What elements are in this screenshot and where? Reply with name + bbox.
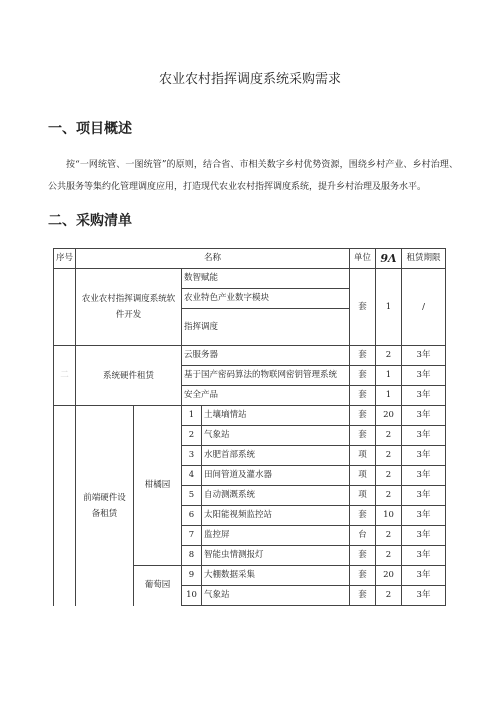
- section-heading-overview: 一、项目概述: [48, 121, 132, 137]
- row-no: 2: [182, 426, 202, 446]
- row-item: 田间管道及灌水器: [202, 466, 350, 486]
- group2-item: 安全产品: [182, 386, 350, 406]
- row-no: 4: [182, 466, 202, 486]
- group1-item: 指挥调度: [182, 309, 350, 346]
- table-row: [54, 406, 446, 426]
- group2-index: 二: [54, 346, 76, 406]
- row-unit: 套: [350, 546, 376, 566]
- row-item: 智能虫情测报灯: [202, 546, 350, 566]
- row-item: 水肥首部系统: [202, 446, 350, 466]
- group3-sub1-name: 柑橘园: [134, 406, 182, 566]
- row-period: 3年: [402, 506, 446, 526]
- row-period: 3年: [402, 406, 446, 426]
- row-unit: 套: [350, 426, 376, 446]
- row-quantity: 2: [376, 526, 402, 546]
- row-quantity: 10: [376, 506, 402, 526]
- procurement-table: [53, 248, 446, 606]
- row-no: 9: [182, 566, 202, 586]
- group2-item: 基于国产密码算法的物联网密钥管理系统: [182, 366, 350, 386]
- group3-name: 前端硬件设备租赁: [76, 406, 134, 606]
- row-item: 土壤墒情站: [202, 406, 350, 426]
- group1-name: 农业农村指挥调度系统软件开发: [76, 269, 182, 346]
- group1-quantity: 1: [376, 269, 402, 346]
- group2-period: 3年: [402, 346, 446, 366]
- table-header-row: [54, 249, 446, 269]
- section-heading-procurement-list: 二、采购清单: [48, 213, 132, 229]
- group2-item: 云服务器: [182, 346, 350, 366]
- row-no: 6: [182, 506, 202, 526]
- row-quantity: 20: [376, 566, 402, 586]
- row-unit: 项: [350, 446, 376, 466]
- row-period: 3年: [402, 586, 446, 606]
- group2-name: 系统硬件租赁: [76, 346, 182, 406]
- row-item: 大棚数据采集: [202, 566, 350, 586]
- row-period: 3年: [402, 566, 446, 586]
- row-period: 3年: [402, 466, 446, 486]
- group3-sub2-name: 葡萄园: [134, 566, 182, 606]
- header-period: 租赁期限: [402, 249, 446, 269]
- row-quantity: 2: [376, 426, 402, 446]
- row-unit: 项: [350, 466, 376, 486]
- row-period: 3年: [402, 546, 446, 566]
- group1-item: 农业特色产业数字模块: [182, 289, 350, 309]
- header-name: 名称: [76, 249, 350, 269]
- group1-period: /: [402, 269, 446, 346]
- group1-index: [54, 269, 76, 346]
- row-unit: 套: [350, 406, 376, 426]
- group2-quantity: 2: [376, 346, 402, 366]
- group1-item: 数智赋能: [182, 269, 350, 289]
- row-no: 1: [182, 406, 202, 426]
- group2-period: 3年: [402, 366, 446, 386]
- row-item: 太阳能视频监控站: [202, 506, 350, 526]
- row-no: 7: [182, 526, 202, 546]
- table-row: [54, 346, 446, 366]
- row-item: 气象站: [202, 426, 350, 446]
- row-item: 气象站: [202, 586, 350, 606]
- group2-unit: 套: [350, 366, 376, 386]
- row-quantity: 2: [376, 486, 402, 506]
- row-quantity: 2: [376, 586, 402, 606]
- row-period: 3年: [402, 486, 446, 506]
- row-unit: 套: [350, 586, 376, 606]
- table-row: [54, 269, 446, 289]
- group2-quantity: 1: [376, 366, 402, 386]
- group2-quantity: 1: [376, 386, 402, 406]
- row-unit: 套: [350, 506, 376, 526]
- row-period: 3年: [402, 526, 446, 546]
- group2-period: 3年: [402, 386, 446, 406]
- row-no: 10: [182, 586, 202, 606]
- header-unit: 单位: [350, 249, 376, 269]
- row-period: 3年: [402, 426, 446, 446]
- row-unit: 套: [350, 566, 376, 586]
- row-quantity: 2: [376, 466, 402, 486]
- row-unit: 台: [350, 526, 376, 546]
- row-no: 3: [182, 446, 202, 466]
- header-index: 序号: [54, 249, 76, 269]
- row-no: 5: [182, 486, 202, 506]
- group2-unit: 套: [350, 346, 376, 366]
- row-quantity: 2: [376, 546, 402, 566]
- document-title: 农业农村指挥调度系统采购需求: [158, 72, 341, 87]
- row-no: 8: [182, 546, 202, 566]
- group3-index: [54, 406, 76, 606]
- group2-unit: 套: [350, 386, 376, 406]
- row-unit: 项: [350, 486, 376, 506]
- row-quantity: 2: [376, 446, 402, 466]
- header-quantity: 9Λ: [376, 249, 402, 269]
- row-quantity: 20: [376, 406, 402, 426]
- row-period: 3年: [402, 446, 446, 466]
- row-item: 监控屏: [202, 526, 350, 546]
- group1-unit: 套: [350, 269, 376, 346]
- overview-paragraph: 按“一网统管、一图统管”的原则，结合省、市相关数字乡村优势资源，围绕乡村产业、乡村治理、公共服务等集约化管理调度应用，打造现代农业农村指挥调度系统，提升乡村治理及服务水平。: [48, 160, 458, 192]
- row-item: 自动测溉系统: [202, 486, 350, 506]
